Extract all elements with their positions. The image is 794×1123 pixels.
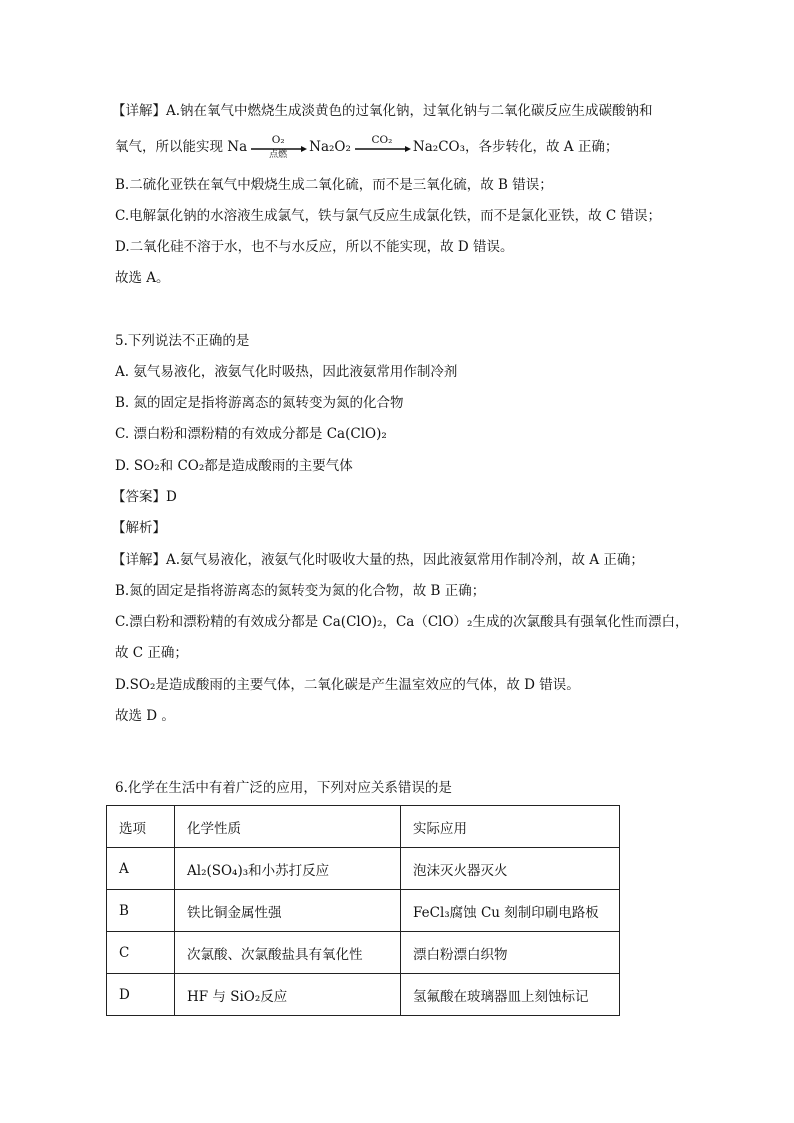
table-row <box>107 848 620 890</box>
table-cell: Al₂(SO₄)₃和小苏打反应 <box>175 848 401 890</box>
detail-5-line-1: 【详解】A.氨气易液化，液氨气化时吸收大量的热，因此液氨常用作制冷剂，故 A 正确； <box>112 552 644 568</box>
question-6-title: 6.化学在生活中有着广泛的应用，下列对应关系错误的是 <box>115 780 452 796</box>
arrow-o2-label: O₂ <box>271 133 285 146</box>
table-cell: 次氯酸、次氯酸盐具有氧化性 <box>175 932 401 974</box>
arrow-co2-label: CO₂ <box>371 133 393 146</box>
conclusion-line: 故选 A。 <box>115 270 170 286</box>
table-cell: HF 与 SiO₂反应 <box>175 974 401 1016</box>
analysis-label: 【解析】 <box>112 520 166 536</box>
question-5-title: 5.下列说法不正确的是 <box>115 333 250 349</box>
arrow-right-icon <box>353 138 411 158</box>
detail-line-3: B.二硫化亚铁在氧气中煅烧生成二氧化硫，而不是三氧化硫，故 B 错误； <box>115 177 553 193</box>
question-5-option-d: D. SO₂和 CO₂都是造成酸雨的主要气体 <box>115 458 353 474</box>
table-header-row <box>107 806 620 848</box>
table-cell: 漂白粉漂白织物 <box>401 932 620 974</box>
table-cell: B <box>107 890 175 932</box>
table-header-cell: 化学性质 <box>175 806 401 848</box>
reaction-prefix: 氧气，所以能实现 Na <box>115 139 248 155</box>
question-5-option-a: A. 氨气易液化，液氨气化时吸热，因此液氨常用作制冷剂 <box>115 364 458 380</box>
detail-line-4: C.电解氯化钠的水溶液生成氯气，铁与氯气反应生成氯化铁，而不是氯化亚铁，故 C 错误； <box>115 208 662 224</box>
detail-5-line-5: D.SO₂是造成酸雨的主要气体，二氧化碳是产生温室效应的气体，故 D 错误。 <box>115 677 580 693</box>
conclusion-line-5: 故选 D 。 <box>115 708 175 724</box>
reaction-suffix: Na₂CO₃，各步转化，故 A 正确； <box>412 139 619 155</box>
question-5-option-b: B. 氮的固定是指将游离态的氮转变为氮的化合物 <box>115 395 404 411</box>
table-cell: FeCl₃腐蚀 Cu 刻制印刷电路板 <box>401 890 620 932</box>
table-cell: 铁比铜金属性强 <box>175 890 401 932</box>
table-header-cell: 实际应用 <box>401 806 620 848</box>
detail-line-1: 【详解】A.钠在氧气中燃烧生成淡黄色的过氧化钠，过氧化钠与二氧化碳反应生成碳酸钠和 <box>112 103 653 119</box>
reaction-intermediate: Na₂O₂ <box>309 139 351 155</box>
table-cell: 氢氟酸在玻璃器皿上刻蚀标记 <box>401 974 620 1016</box>
detail-5-line-2: B.氮的固定是指将游离态的氮转变为氮的化合物，故 B 正确； <box>115 583 486 599</box>
arrow-ignite-label: 点燃 <box>269 149 288 160</box>
table-cell: D <box>107 974 175 1016</box>
table-row <box>107 974 620 1016</box>
detail-5-line-3: C.漂白粉和漂粉精的有效成分都是 Ca(ClO)₂，Ca（ClO）₂生成的次氯酸具有强氧化性而漂白， <box>115 614 689 630</box>
question-5-option-c: C. 漂白粉和漂粉精的有效成分都是 Ca(ClO)₂ <box>115 426 387 442</box>
detail-line-2 <box>115 133 619 160</box>
question-6-table <box>106 805 620 1016</box>
answer-label: 【答案】D <box>112 489 177 505</box>
table-cell: C <box>107 932 175 974</box>
table-cell: A <box>107 848 175 890</box>
reaction-arrow-o2 <box>249 133 307 160</box>
table-header-cell: 选项 <box>107 806 175 848</box>
detail-5-line-4: 故 C 正确； <box>115 645 188 661</box>
table-row <box>107 932 620 974</box>
reaction-arrow-co2 <box>353 133 411 158</box>
table-row <box>107 890 620 932</box>
table-cell: 泡沫灭火器灭火 <box>401 848 620 890</box>
detail-line-5: D.二氧化硅不溶于水，也不与水反应，所以不能实现，故 D 错误。 <box>115 239 514 255</box>
